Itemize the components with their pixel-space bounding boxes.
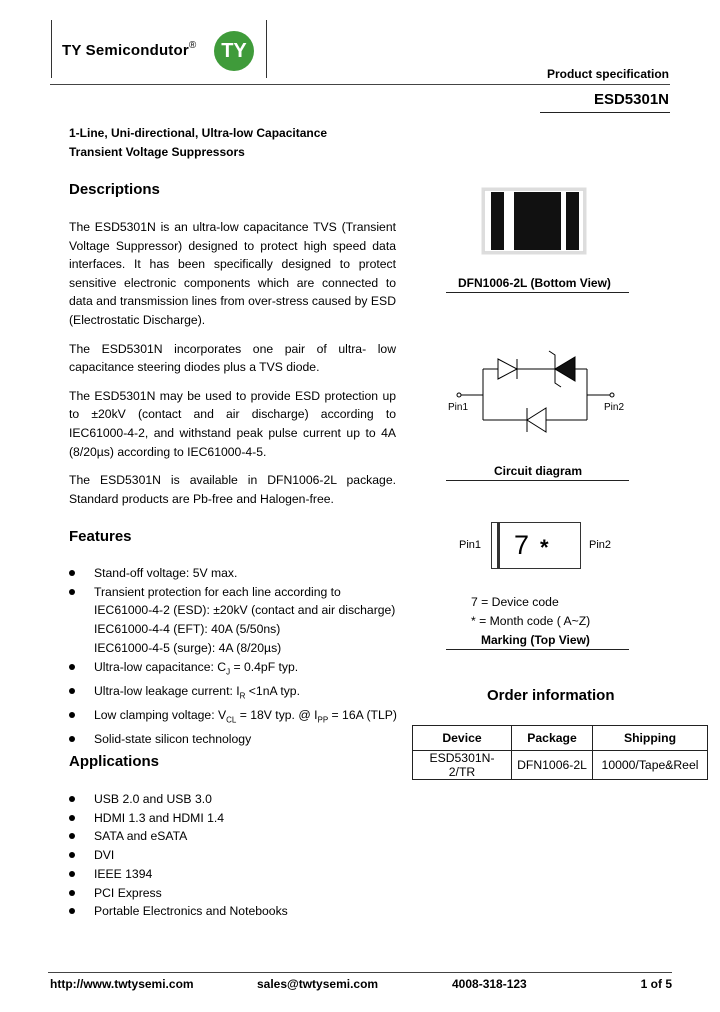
descriptions-body [69, 218, 396, 518]
marking-caption-rule [446, 649, 629, 650]
table-header-row [413, 726, 708, 751]
column-header-shipping: Shipping [593, 726, 708, 751]
column-header-device: Device [413, 726, 512, 751]
list-item: Solid-state silicon technology [69, 730, 409, 749]
doc-title-line2: Transient Voltage Suppressors [69, 145, 245, 159]
list-item: PCI Express [69, 884, 409, 903]
list-item: SATA and eSATA [69, 827, 409, 846]
part-number-underline [540, 112, 670, 113]
pad-center [514, 192, 561, 250]
pad-right [566, 192, 579, 250]
subscript: J [226, 666, 231, 676]
footer-page-number: 1 of 5 [640, 977, 672, 991]
circuit-caption-rule [446, 480, 629, 481]
list-item: IEC61000-4-5 (surge): 4A (8/20µs) [94, 640, 282, 655]
list-item-text: Ultra-low leakage current: I [94, 683, 240, 698]
marking-pin1-label: Pin1 [459, 539, 482, 551]
company-name [62, 42, 196, 59]
list-item: Stand-off voltage: 5V max. [69, 564, 409, 583]
marking-box [491, 522, 581, 569]
descriptions-heading: Descriptions [69, 181, 160, 198]
package-caption: DFN1006-2L (Bottom View) [458, 276, 611, 290]
applications-list [69, 790, 409, 921]
pin2-terminal [610, 393, 614, 397]
doc-type: Product specification [546, 67, 669, 81]
list-item-text: = 0.4pF typ. [230, 659, 299, 674]
marking-pin2-label: Pin2 [589, 539, 612, 551]
marking-caption: Marking (Top View) [481, 633, 590, 647]
list-item: USB 2.0 and USB 3.0 [69, 790, 409, 809]
description-paragraph: The ESD5301N is an ultra-low capacitance TVS (Transient Voltage Suppressor) designed to protect high speed data interfaces. It has been specifically designed to protect sensitive electronic components which are connected to data and transmission lines from over-stress caused by ESD (Electrostatic Discharge). [69, 220, 396, 327]
registered-mark: ® [188, 40, 197, 51]
list-item: IEEE 1394 [69, 865, 409, 884]
list-item: IEC61000-4-4 (EFT): 40A (5/50ns) [94, 622, 281, 637]
column-header-package: Package [512, 726, 593, 751]
list-item: Portable Electronics and Notebooks [69, 902, 409, 921]
marking-legend-1: 7 = Device code [471, 595, 559, 609]
steering-diode-bottom [527, 408, 546, 432]
cell-shipping: 10000/Tape&Reel [593, 751, 708, 780]
header-rule [50, 84, 670, 85]
list-item: DVI [69, 846, 409, 865]
table-row [413, 751, 708, 780]
company-name-text: TY Semicondutor [62, 42, 189, 59]
footer-phone: 4008-318-123 [452, 977, 527, 991]
list-item [69, 658, 409, 682]
list-item-text: = 16A (TLP) [328, 707, 397, 722]
list-item: HDMI 1.3 and HDMI 1.4 [69, 809, 409, 828]
circuit-pin2-label: Pin2 [604, 402, 625, 413]
list-item-text: Low clamping voltage: V [94, 707, 227, 722]
list-item [69, 682, 409, 706]
order-table [412, 725, 708, 780]
header-left-rule [51, 20, 52, 78]
circuit-diagram [445, 335, 630, 440]
features-list [69, 564, 409, 749]
circuit-pin1-label: Pin1 [448, 402, 469, 413]
description-paragraph: The ESD5301N may be used to provide ESD protection up to ±20kV (contact and air discharge) according to IEC61000-4-2, and withstand peak pulse current up to 4A (8/20µs) according to IEC61000-4-5. [69, 388, 396, 459]
circuit-caption: Circuit diagram [494, 464, 583, 478]
description-paragraph: The ESD5301N is available in DFN1006-2L package. Standard products are Pb-free and Halogen-free. [69, 473, 396, 506]
package-caption-rule [446, 292, 629, 293]
circuit-wires [459, 369, 612, 420]
pad-left [491, 192, 504, 250]
order-heading: Order information [487, 687, 615, 704]
description-paragraph: The ESD5301N incorporates one pair of ultra- low capacitance steering diodes plus a TVS diode. [69, 341, 396, 375]
package-bottom-view [480, 186, 588, 256]
subscript: PP [317, 715, 329, 725]
pin1-terminal [457, 393, 461, 397]
list-item [69, 706, 409, 730]
company-logo [214, 31, 254, 71]
list-item-text: <1nA typ. [245, 683, 300, 698]
marking-legend-2: * = Month code ( A~Z) [471, 614, 591, 628]
pin1-indicator-bar [497, 523, 500, 568]
steering-diode-top [498, 359, 517, 379]
applications-heading: Applications [69, 753, 160, 770]
list-item: Transient protection for each line according to [69, 583, 409, 602]
list-item: IEC61000-4-2 (ESD): ±20kV (contact and air discharge) [94, 603, 396, 618]
features-heading: Features [69, 528, 132, 545]
subscript: CL [226, 715, 237, 725]
footer-website[interactable]: http://www.twtysemi.com [50, 977, 194, 991]
subscript: R [239, 691, 246, 701]
part-number: ESD5301N [593, 91, 669, 108]
doc-title-line1: 1-Line, Uni-directional, Ultra-low Capacitance [69, 126, 328, 140]
list-item-text: = 18V typ. @ I [236, 707, 318, 722]
device-code: 7 [514, 530, 530, 560]
cell-device: ESD5301N-2/TR [413, 751, 512, 780]
list-item-text: Ultra-low capacitance: C [94, 659, 227, 674]
logo-text: TY [221, 40, 247, 62]
cell-package: DFN1006-2L [512, 751, 593, 780]
header-right-rule [266, 20, 267, 78]
footer-email[interactable]: sales@twtysemi.com [257, 977, 379, 991]
footer-rule [48, 972, 672, 973]
month-code: * [540, 535, 549, 560]
